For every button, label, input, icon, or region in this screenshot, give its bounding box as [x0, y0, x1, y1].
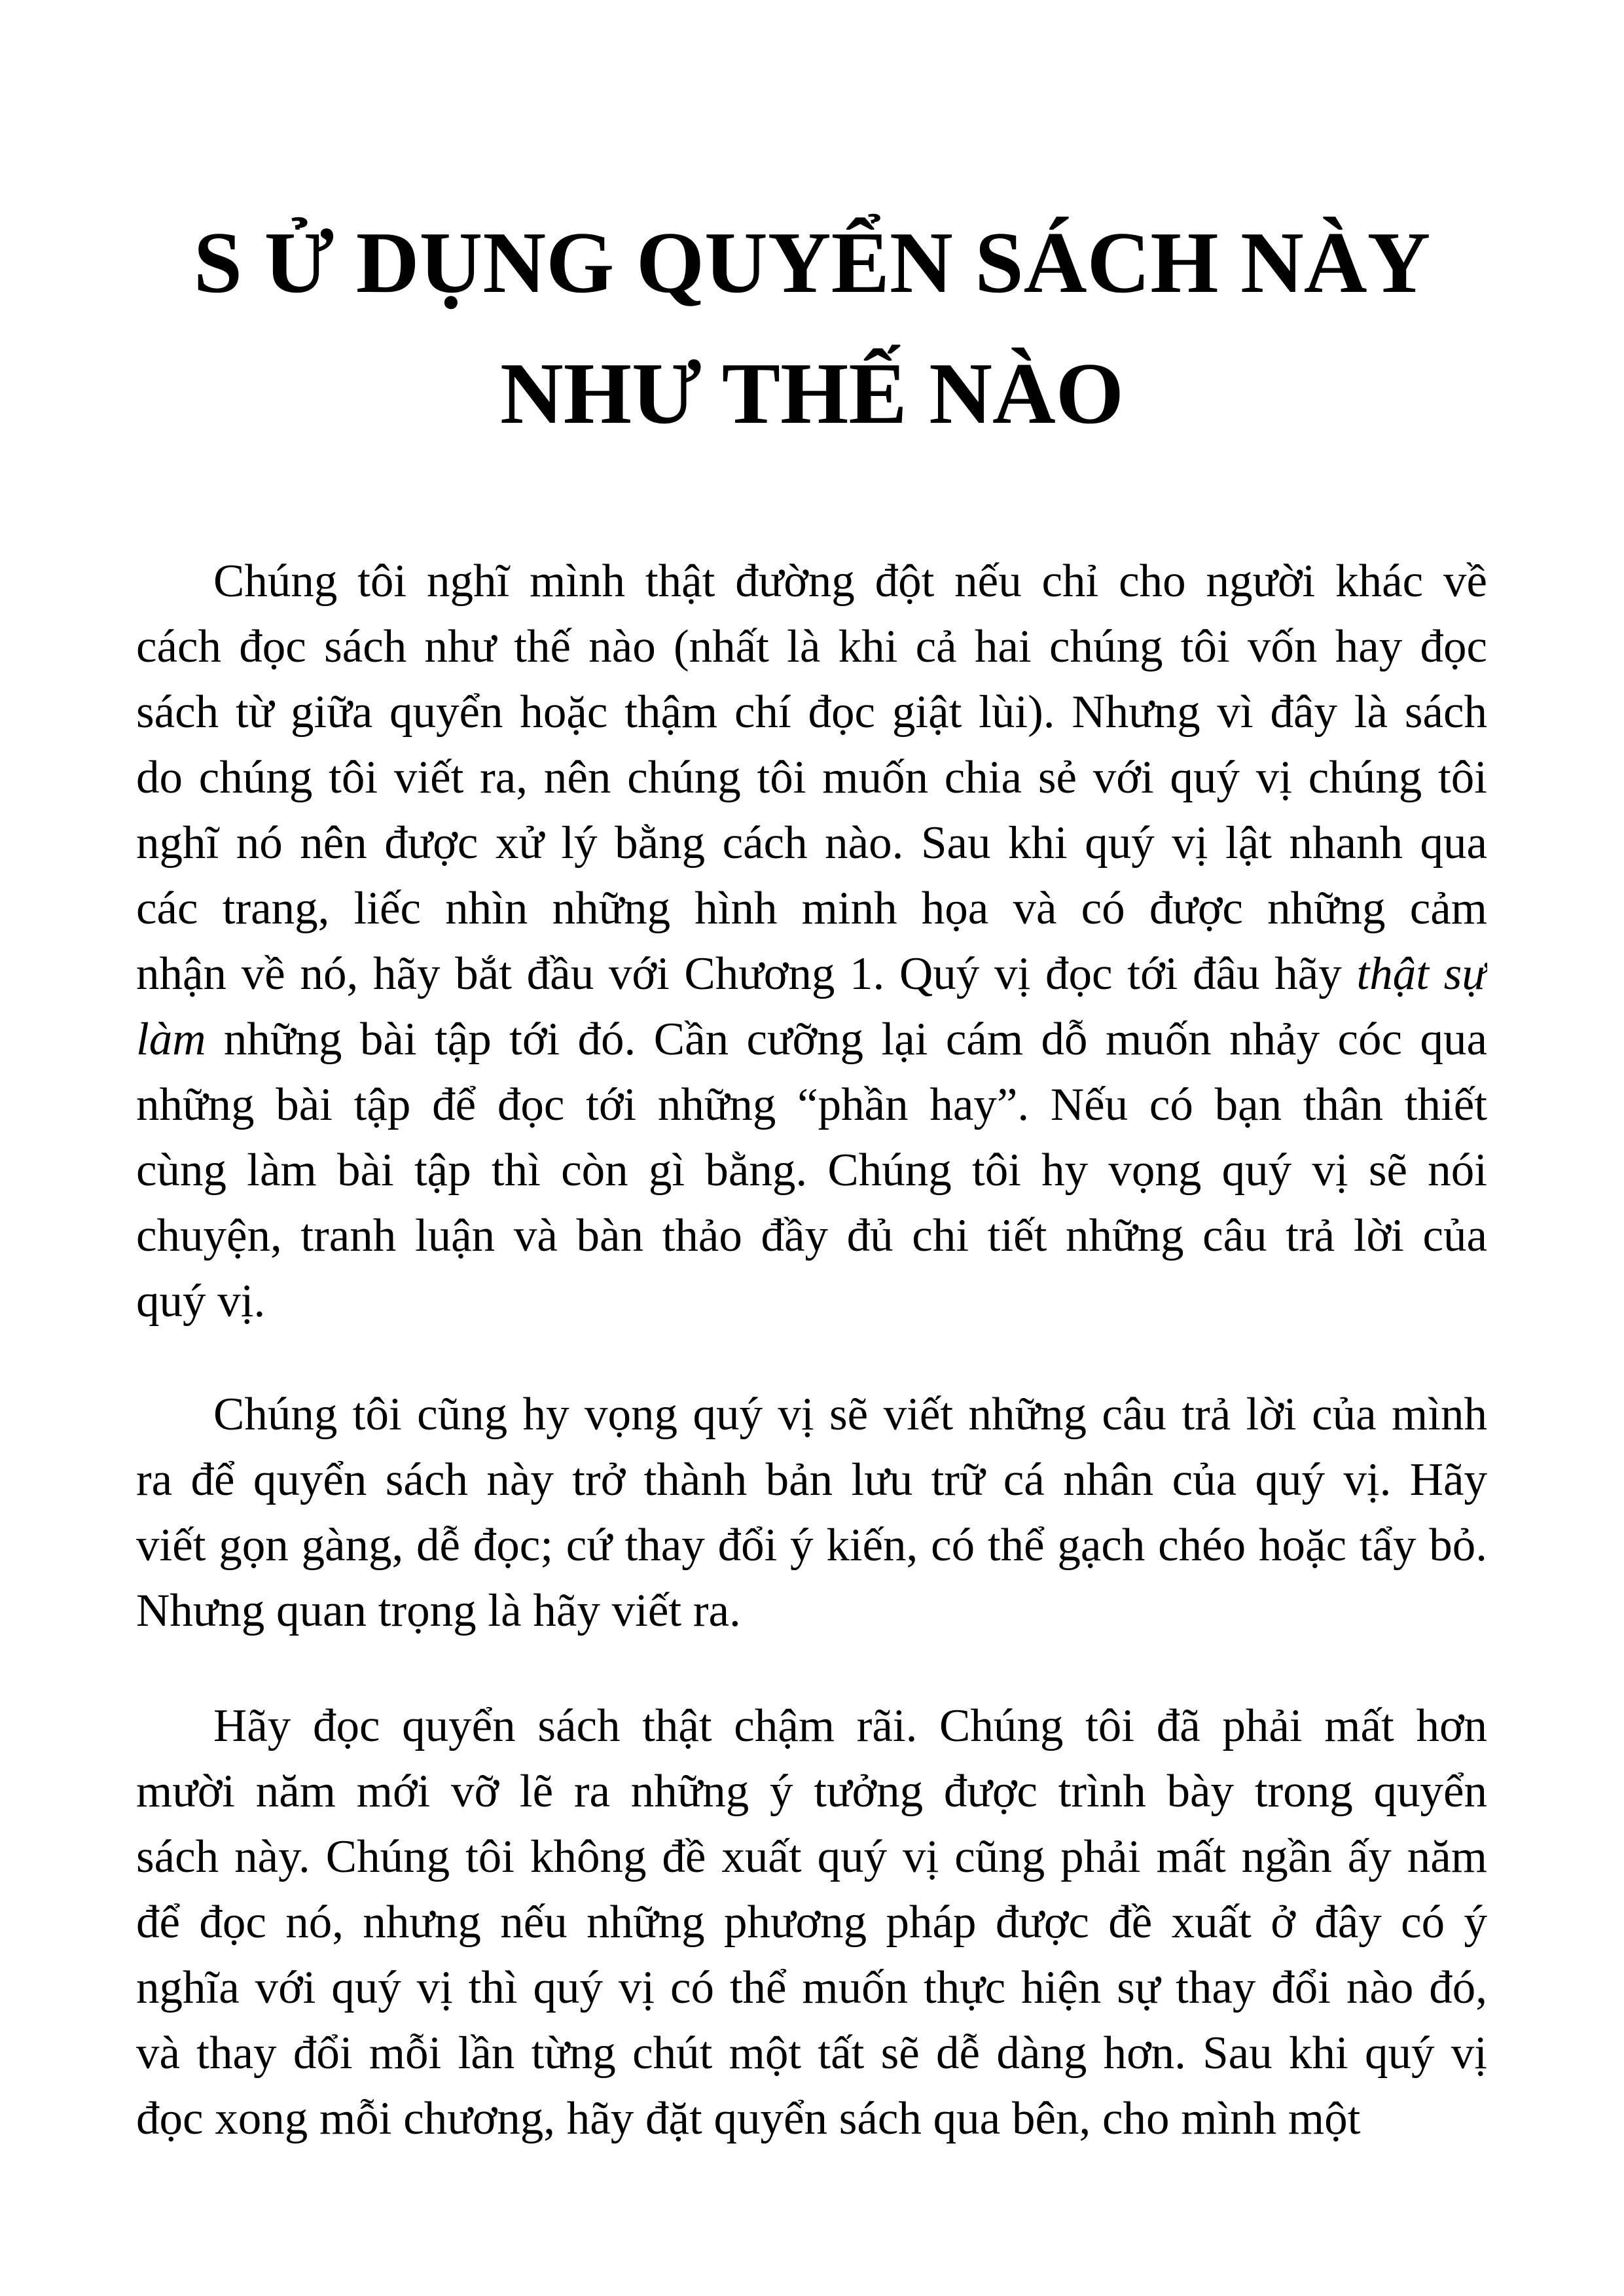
text-line — [136, 1203, 1487, 1268]
text-line — [136, 1007, 1487, 1072]
text-segment: đọc xong mỗi chương, hãy đặt quyển sách qua bên, cho mình một — [136, 2093, 1361, 2144]
text-line — [136, 1693, 1487, 1759]
page-title — [0, 197, 1624, 459]
text-line — [136, 679, 1487, 745]
text-line — [136, 1759, 1487, 1824]
italic-text: làm — [136, 1014, 206, 1065]
text-segment: Hãy đọc quyển sách thật chậm rãi. Chúng tôi đã phải mất hơn — [213, 1700, 1487, 1751]
paragraph-2 — [136, 1382, 1487, 1643]
text-segment: những bài tập tới đó. Cần cưỡng lại cám dỗ muốn nhảy cóc qua — [206, 1014, 1487, 1065]
text-segment: Chúng tôi nghĩ mình thật đường đột nếu chỉ cho người khác về — [213, 556, 1487, 607]
text-segment: sách từ giữa quyển hoặc thậm chí đọc giật lùi). Nhưng vì đây là sách — [136, 687, 1487, 738]
text-line — [136, 1382, 1487, 1447]
text-segment: chuyện, tranh luận và bàn thảo đầy đủ chi tiết những câu trả lời của — [136, 1210, 1487, 1261]
text-line — [136, 1447, 1487, 1513]
text-line — [136, 1513, 1487, 1578]
title-line-2: NHƯ THẾ NÀO — [500, 345, 1124, 442]
title-line-1: S Ử DỤNG QUYỂN SÁCH NÀY — [193, 214, 1431, 311]
text-segment: quý vị. — [136, 1276, 266, 1327]
text-segment: nhận về nó, hãy bắt đầu với Chương 1. Quý vị đọc tới đâu hãy — [136, 948, 1357, 999]
text-line — [136, 1138, 1487, 1203]
text-line — [136, 876, 1487, 941]
text-line — [136, 614, 1487, 679]
text-segment: nghĩa với quý vị thì quý vị có thể muốn thực hiện sự thay đổi nào đó, — [136, 1962, 1487, 2013]
text-line — [136, 941, 1487, 1007]
text-line — [136, 2086, 1487, 2151]
text-segment: Chúng tôi cũng hy vọng quý vị sẽ viết những câu trả lời của mình — [213, 1389, 1487, 1440]
text-line — [136, 1268, 1487, 1334]
text-segment: và thay đổi mỗi lần từng chút một tất sẽ dễ dàng hơn. Sau khi quý vị — [136, 2028, 1487, 2079]
text-line — [136, 1578, 1487, 1643]
text-segment: mười năm mới vỡ lẽ ra những ý tưởng được trình bày trong quyển — [136, 1766, 1487, 1817]
text-segment: cách đọc sách như thế nào (nhất là khi cả hai chúng tôi vốn hay đọc — [136, 621, 1487, 672]
text-segment: ra để quyển sách này trở thành bản lưu trữ cá nhân của quý vị. Hãy — [136, 1454, 1487, 1505]
text-segment: để đọc nó, nhưng nếu những phương pháp được đề xuất ở đây có ý — [136, 1897, 1487, 1948]
text-line — [136, 548, 1487, 614]
italic-text: thật sự — [1356, 948, 1487, 999]
text-line — [136, 2020, 1487, 2086]
text-line — [136, 810, 1487, 876]
text-line — [136, 1890, 1487, 1955]
text-line — [136, 745, 1487, 810]
text-segment: sách này. Chúng tôi không đề xuất quý vị cũng phải mất ngần ấy năm — [136, 1831, 1487, 1882]
text-line — [136, 1072, 1487, 1138]
text-segment: các trang, liếc nhìn những hình minh họa và có được những cảm — [136, 883, 1487, 934]
text-segment: nghĩ nó nên được xử lý bằng cách nào. Sau khi quý vị lật nhanh qua — [136, 817, 1487, 869]
text-segment: viết gọn gàng, dễ đọc; cứ thay đổi ý kiến, có thể gạch chéo hoặc tẩy bỏ. — [136, 1520, 1487, 1571]
text-line — [136, 1824, 1487, 1890]
text-line — [136, 1955, 1487, 2020]
paragraph-1 — [136, 548, 1487, 1334]
paragraph-3 — [136, 1693, 1487, 2151]
text-segment: những bài tập để đọc tới những “phần hay”. Nếu có bạn thân thiết — [136, 1079, 1487, 1130]
text-segment: Nhưng quan trọng là hãy viết ra. — [136, 1585, 741, 1636]
text-segment: do chúng tôi viết ra, nên chúng tôi muốn chia sẻ với quý vị chúng tôi — [136, 752, 1487, 803]
text-segment: cùng làm bài tập thì còn gì bằng. Chúng tôi hy vọng quý vị sẽ nói — [136, 1145, 1487, 1196]
